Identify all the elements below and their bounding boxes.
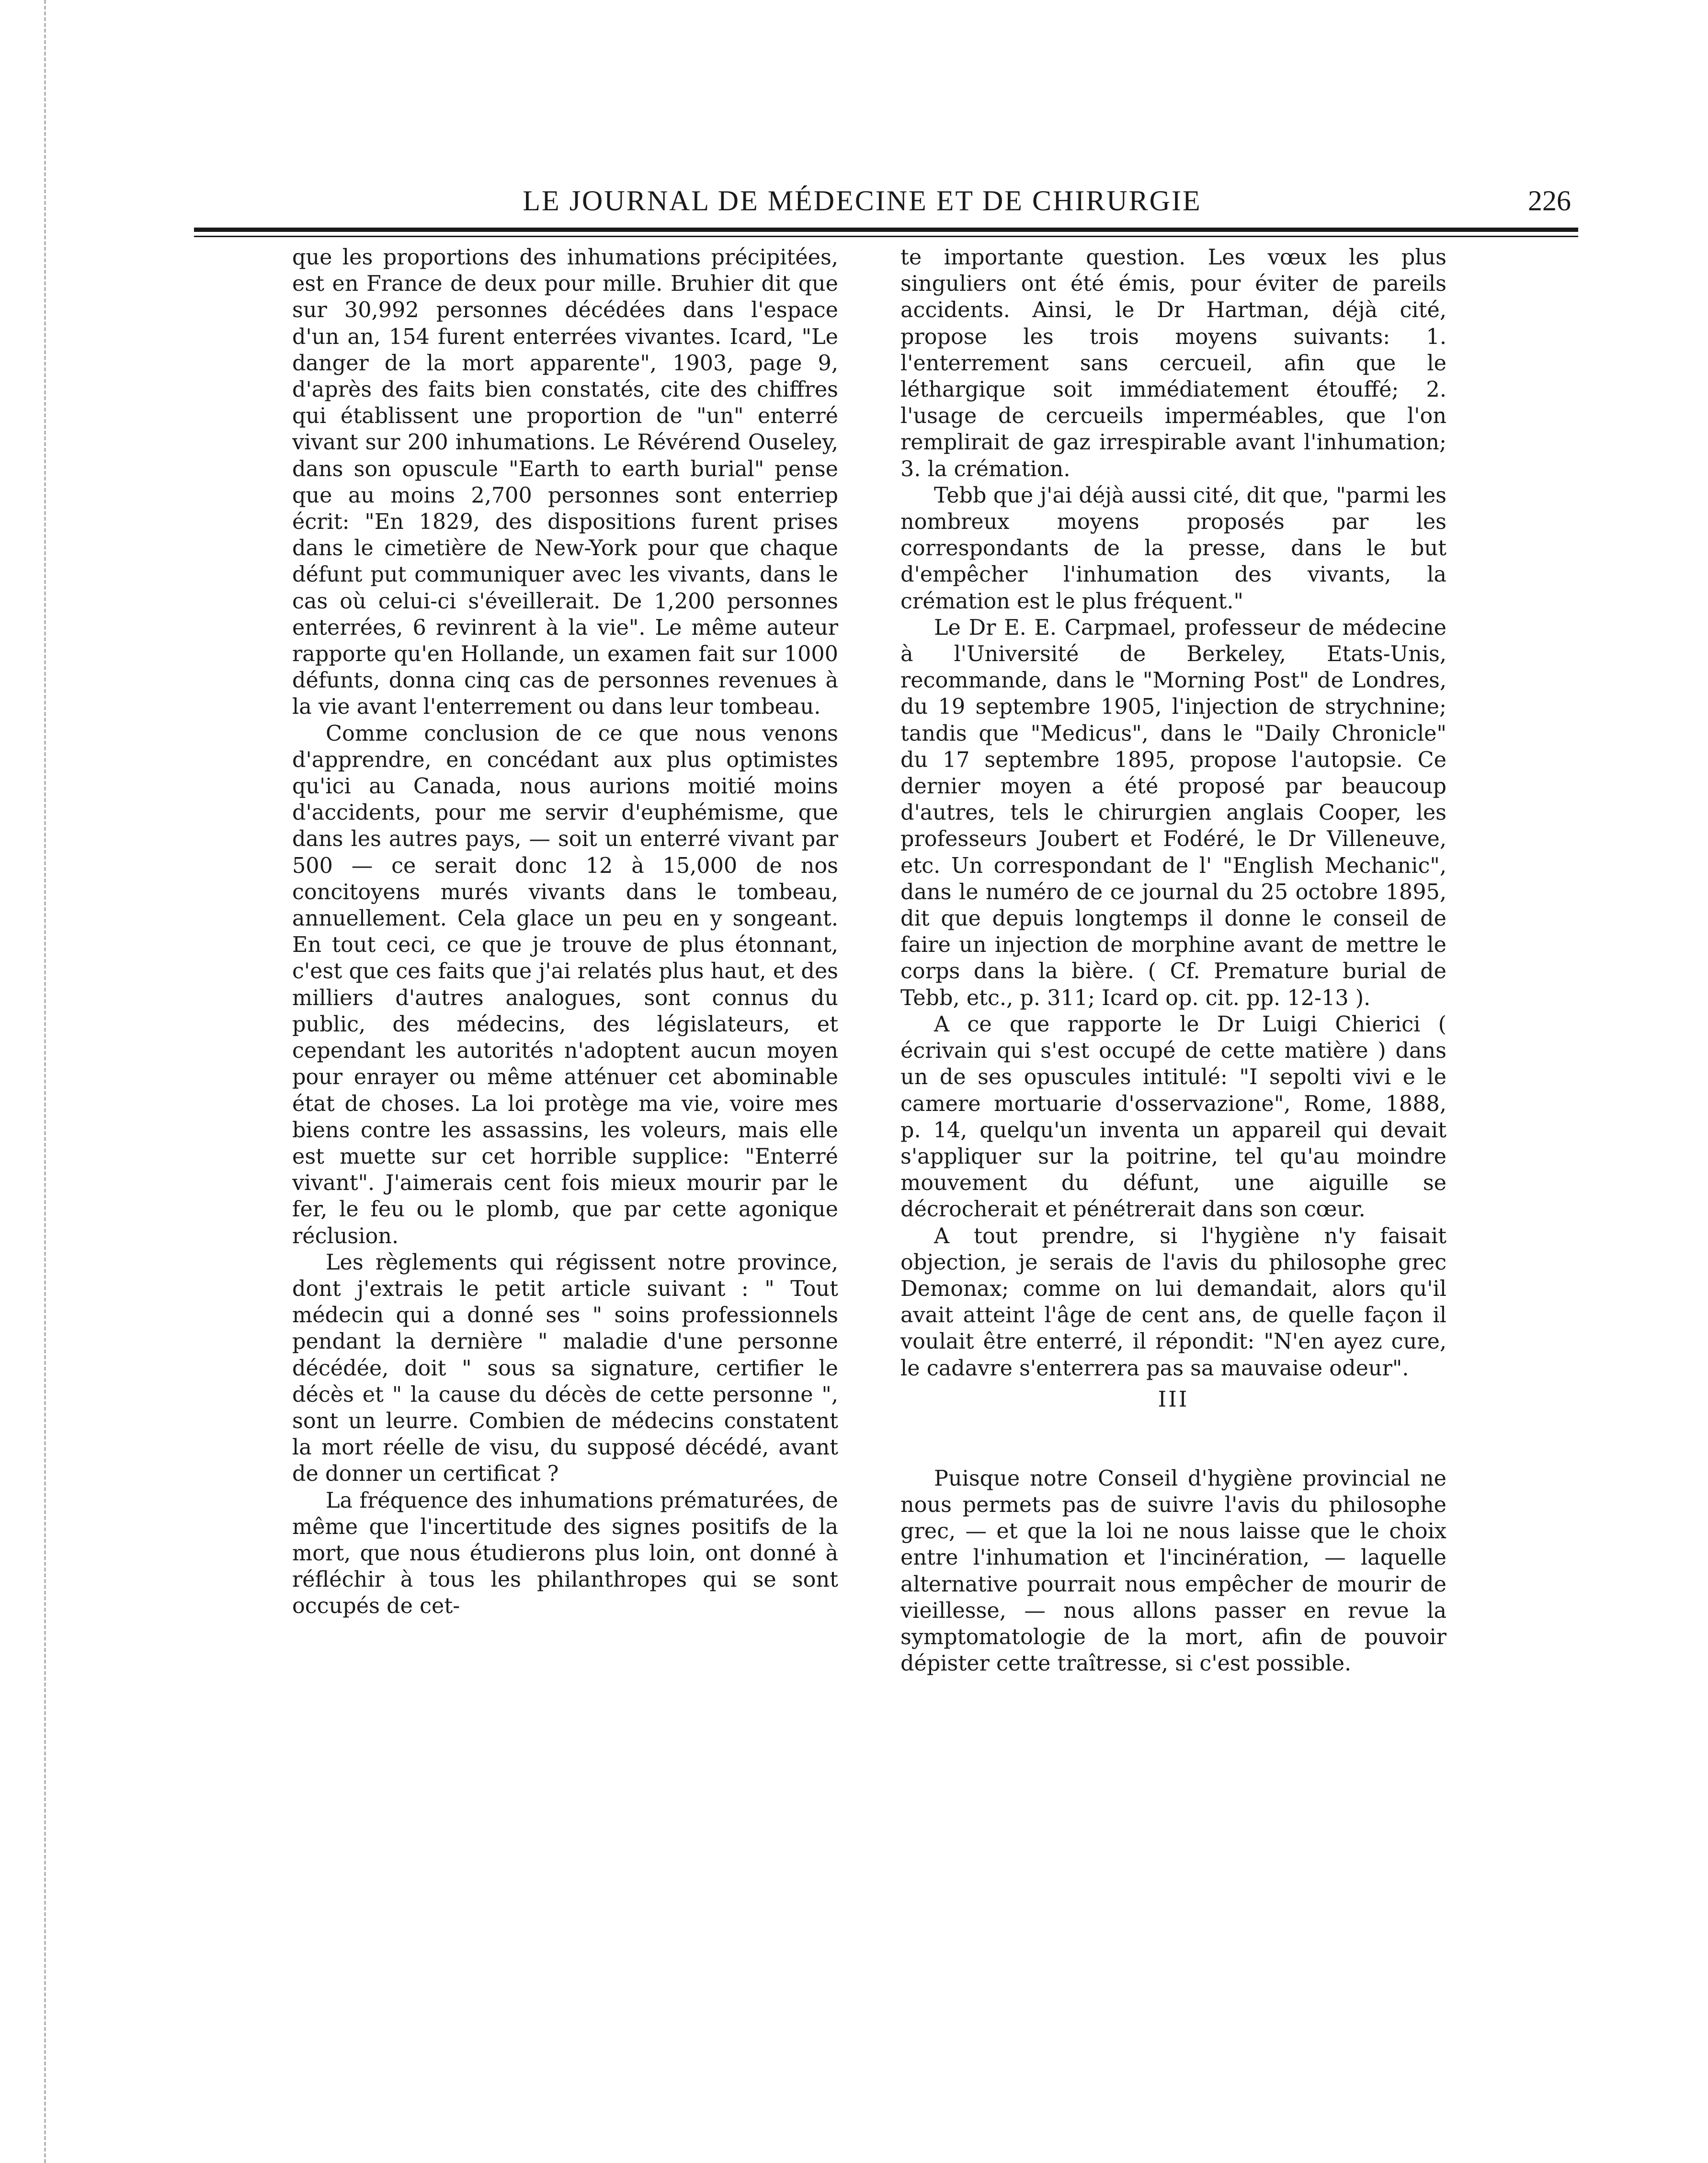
page-number: 226 <box>1528 185 1571 217</box>
binding-edge <box>44 0 46 2163</box>
paragraph: que les proportions des inhumations précipitées, est en France de deux pour mille. Bruhier dit que sur 30,992 personnes décédées dans l'espace d'un an, 154 furent enterrées vivantes. Icard, "Le danger de la mort apparente", 1903, page 9, d'après des faits bien constatés, cite des chiffres qui établissent une proportion de "un" enterré vivant sur 200 inhumations. Le Révérend Ouseley, dans son opuscule "Earth to earth burial" pense que au moins 2,700 personnes sont enterriep écrit: "En 1829, des dispositions furent prises dans le cimetière de New-York pour que chaque défunt put communiquer avec les vivants, dans le cas où celui-ci s'éveillerait. De 1,200 personnes enterrées, 6 revinrent à la vie". Le même auteur rapporte qu'en Hollande, un examen fait sur 1000 défunts, donna cinq cas de personnes revenues à la vie avant l'enterrement ou dans leur tombeau. <box>292 245 838 720</box>
paragraph: Puisque notre Conseil d'hygiène provincial ne nous permets pas de suivre l'avis du philosophe grec, — et que la loi ne nous laisse que le choix entre l'inhumation et l'incinération, — laquelle alternative pourrait nous empêcher de mourir de vieillesse, — nous allons passer en revue la symptomatologie de la mort, afin de pouvoir dépister cette traîtresse, si c'est possible. <box>900 1466 1446 1676</box>
header-rule-thick <box>194 228 1578 232</box>
running-head: LE JOURNAL DE MÉDECINE ET DE CHIRURGIE <box>523 185 1202 217</box>
paragraph: Les règlements qui régissent notre province, dont j'extrais le petit article suivant : " Tout médecin qui a donné ses " soins professionnels pendant la dernière " maladie d'une personne décédée, doit " sous sa signature, certifier le décès et " la cause du décès de cette personne ", sont un leurre. Combien de médecins constatent la mort réelle de visu, du supposé décédé, avant de donner un certificat ? <box>292 1250 838 1487</box>
paragraph: A tout prendre, si l'hygiène n'y faisait objection, je serais de l'avis du philosophe grec Demonax; comme on lui demandait, alors qu'il avait atteint l'âge de cent ans, de quelle façon il voulait être enterré, il répondit: "N'en ayez cure, le cadavre s'enterrera pas sa mauvaise odeur". <box>900 1224 1446 1381</box>
paragraph: La fréquence des inhumations prématurées, de même que l'incertitude des signes positifs de la mort, que nous étudierons plus loin, ont donné à réfléchir à tous les philanthropes qui se sont occupés de cet- <box>292 1488 838 1619</box>
paragraph: te importante question. Les vœux les plus singuliers ont été émis, pour éviter de pareils accidents. Ainsi, le Dr Hartman, déjà cité, propose les trois moyens suivants: 1. l'enterrement sans cercueil, afin que le léthargique soit immédiatement étouffé; 2. l'usage de cercueils imperméables, que l'on remplirait de gaz irrespirable avant l'inhumation; 3. la crémation. <box>900 245 1446 481</box>
section-heading: III <box>1158 1387 1189 1412</box>
paragraph: Le Dr E. E. Carpmael, professeur de médecine à l'Université de Berkeley, Etats-Unis, recommande, dans le "Morning Post" de Londres, du 19 septembre 1905, l'injection de strychnine; tandis que "Medicus", dans le "Daily Chronicle" du 17 septembre 1895, propose l'autopsie. Ce dernier moyen a été proposé par beaucoup d'autres, tels le chirurgien anglais Cooper, les professeurs Joubert et Fodéré, le Dr Villeneuve, etc. Un correspondant de l' "English Mechanic", dans le numéro de ce journal du 25 octobre 1895, dit que depuis longtemps il donne le conseil de faire un injection de morphine avant de mettre le corps dans la bière. ( Cf. Premature burial de Tebb, etc., p. 311; Icard op. cit. pp. 12-13 ). <box>900 615 1446 1010</box>
paragraph: Comme conclusion de ce que nous venons d'apprendre, en concédant aux plus optimistes qu'ici au Canada, nous aurions moitié moins d'accidents, pour me servir d'euphémisme, que dans les autres pays, — soit un enterré vivant par 500 — ce serait donc 12 à 15,000 de nos concitoyens murés vivants dans le tombeau, annuellement. Cela glace un peu en y songeant. En tout ceci, ce que je trouve de plus étonnant, c'est que ces faits que j'ai relatés plus haut, et des milliers d'autres analogues, sont connus du public, des médecins, des législateurs, et cependant les autorités n'adoptent aucun moyen pour enrayer ou même atténuer cet abominable état de choses. La loi protège ma vie, voire mes biens contre les assassins, les voleurs, mais elle est muette sur cet horrible supplice: "Enterré vivant". J'aimerais cent fois mieux mourir par le fer, le feu ou le plomb, que par cette agonique réclusion. <box>292 721 838 1248</box>
right-column <box>900 244 1446 2007</box>
paragraph: A ce que rapporte le Dr Luigi Chierici ( écrivain qui s'est occupé de cette matière ) dans un de ses opuscules intitulé: "I sepolti vivi e le camere mortuarie d'osservazione", Rome, 1888, p. 14, quelqu'un inventa un appareil qui devait s'appliquer sur la poitrine, tel qu'au moindre mouvement du défunt, une aiguille se décrocherait et pénétrerait dans son cœur. <box>900 1012 1446 1222</box>
header-rule-thin <box>194 236 1578 237</box>
paragraph: Tebb que j'ai déjà aussi cité, dit que, "parmi les nombreux moyens proposés par les correspondants de la presse, dans le but d'empêcher l'inhumation des vivants, la crémation est le plus fréquent." <box>900 483 1446 614</box>
left-column <box>292 244 838 2007</box>
